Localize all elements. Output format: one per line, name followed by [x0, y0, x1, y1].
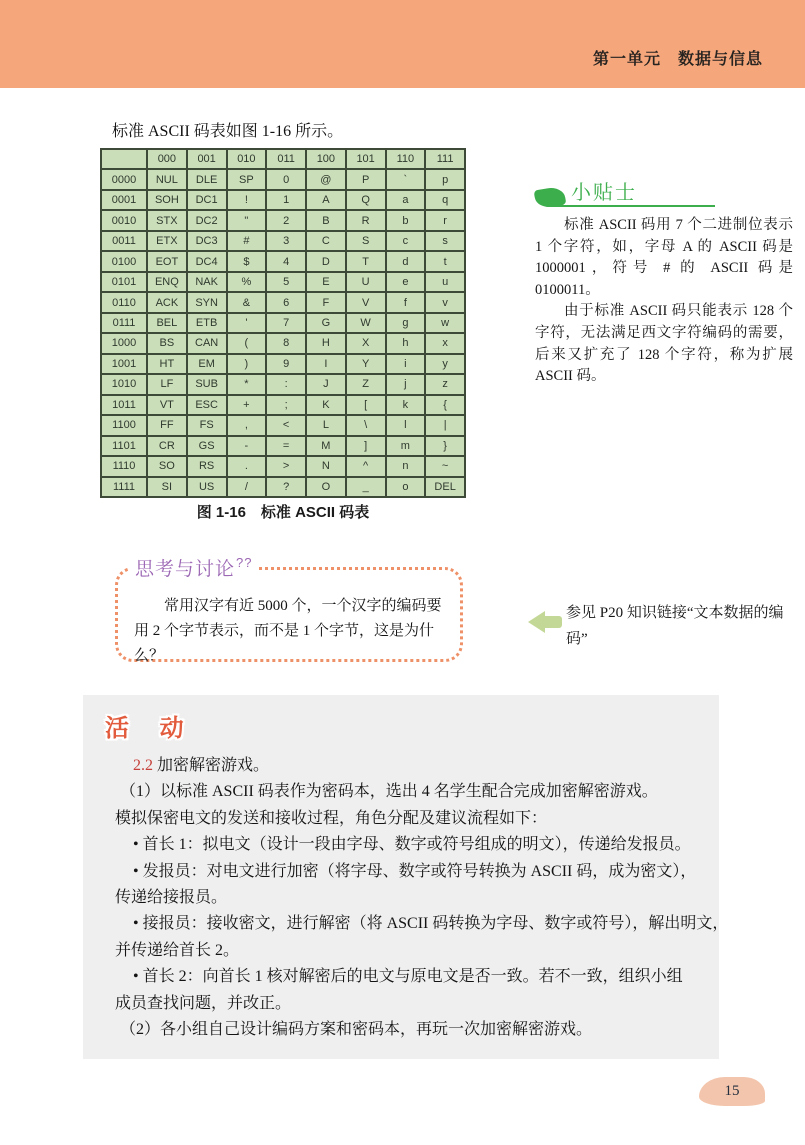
table-cell: 1001	[101, 354, 147, 374]
table-cell: 1110	[101, 456, 147, 476]
table-cell: *	[227, 374, 267, 394]
table-header-cell: 101	[346, 149, 386, 169]
table-row	[101, 190, 465, 210]
table-row	[101, 436, 465, 456]
table-cell: ETX	[147, 231, 187, 251]
table-cell: GS	[187, 436, 227, 456]
table-cell: LF	[147, 374, 187, 394]
table-cell: DEL	[425, 477, 465, 498]
table-cell: d	[386, 251, 426, 271]
table-cell: g	[386, 313, 426, 333]
table-cell: m	[386, 436, 426, 456]
activity-title: 活 动	[105, 715, 196, 742]
table-cell: SOH	[147, 190, 187, 210]
activity-line: （1）以标准 ASCII 码表作为密码本，选出 4 名学生配合完成加密解密游戏。	[120, 783, 658, 801]
activity-line: • 首长 2：向首长 1 核对解密后的电文与原电文是否一致。若不一致，组织小组	[133, 968, 683, 986]
table-cell: E	[306, 272, 346, 292]
table-cell: #	[227, 231, 267, 251]
unit-header: 第一单元 数据与信息	[592, 51, 763, 68]
table-cell: 9	[266, 354, 306, 374]
table-cell: SO	[147, 456, 187, 476]
activity-line: 2.2 加密解密游戏。	[133, 757, 270, 774]
table-cell: l	[386, 415, 426, 435]
activity-line: （2）各小组自己设计编码方案和密码本，再玩一次加密解密游戏。	[120, 1020, 593, 1038]
table-row	[101, 333, 465, 353]
table-cell: b	[386, 210, 426, 230]
table-cell: e	[386, 272, 426, 292]
table-cell: 0000	[101, 169, 147, 189]
table-header-cell: 000	[147, 149, 187, 169]
table-cell: =	[266, 436, 306, 456]
table-cell: h	[386, 333, 426, 353]
table-cell: P	[346, 169, 386, 189]
table-cell: &	[227, 292, 267, 312]
table-cell: M	[306, 436, 346, 456]
table-cell: D	[306, 251, 346, 271]
table-cell: f	[386, 292, 426, 312]
table-cell: 1100	[101, 415, 147, 435]
table-cell: Y	[346, 354, 386, 374]
table-cell: .	[227, 456, 267, 476]
table-cell: 1000	[101, 333, 147, 353]
figure-caption: 图 1-16 标准 ASCII 码表	[196, 504, 370, 521]
table-cell: 3	[266, 231, 306, 251]
question-marks-icon: ??	[236, 555, 253, 570]
table-row	[101, 292, 465, 312]
table-header-cell: 011	[266, 149, 306, 169]
table-cell: FS	[187, 415, 227, 435]
table-row	[101, 477, 465, 498]
table-cell: STX	[147, 210, 187, 230]
table-cell: 0	[266, 169, 306, 189]
table-header-cell: 010	[227, 149, 267, 169]
table-header-cell: 001	[187, 149, 227, 169]
header-band	[0, 0, 805, 88]
table-cell: A	[306, 190, 346, 210]
table-header-cell: 110	[386, 149, 426, 169]
activity-line: 模拟保密电文的发送和接收过程，角色分配及建议流程如下：	[115, 809, 548, 827]
table-cell: EOT	[147, 251, 187, 271]
table-cell: 1	[266, 190, 306, 210]
table-cell: z	[425, 374, 465, 394]
tips-body	[535, 215, 793, 388]
table-cell: B	[306, 210, 346, 230]
table-header-row	[101, 149, 465, 169]
table-cell: N	[306, 456, 346, 476]
table-cell: x	[425, 333, 465, 353]
table-cell: SYN	[187, 292, 227, 312]
tips-box	[535, 176, 793, 388]
activity-item-number: 2.2	[133, 757, 157, 774]
table-cell: 0110	[101, 292, 147, 312]
table-cell: DC1	[187, 190, 227, 210]
table-cell: HT	[147, 354, 187, 374]
table-cell: NAK	[187, 272, 227, 292]
table-cell: 5	[266, 272, 306, 292]
intro-text: 标准 ASCII 码表如图 1-16 所示。	[112, 123, 344, 140]
table-cell: $	[227, 251, 267, 271]
activity-line: • 发报员：对电文进行加密（将字母、数字或符号转换为 ASCII 码，成为密文），	[133, 862, 697, 880]
table-cell: "	[227, 210, 267, 230]
table-cell: ]	[346, 436, 386, 456]
tips-underline	[549, 205, 715, 207]
table-cell: C	[306, 231, 346, 251]
table-cell: y	[425, 354, 465, 374]
table-cell: W	[346, 313, 386, 333]
table-cell: >	[266, 456, 306, 476]
table-cell: u	[425, 272, 465, 292]
activity-body	[115, 753, 729, 1043]
table-cell: 0011	[101, 231, 147, 251]
discussion-title	[130, 554, 256, 581]
table-cell: ?	[266, 477, 306, 498]
discussion-title-text: 思考与讨论	[135, 559, 236, 580]
table-cell: US	[187, 477, 227, 498]
table-cell: \	[346, 415, 386, 435]
table-row	[101, 169, 465, 189]
arrow-left-icon	[528, 611, 564, 633]
table-cell: k	[386, 395, 426, 415]
table-cell: I	[306, 354, 346, 374]
page-number: 15	[724, 1083, 740, 1099]
table-cell: O	[306, 477, 346, 498]
table-cell: 0111	[101, 313, 147, 333]
table-cell: 0010	[101, 210, 147, 230]
table-cell: a	[386, 190, 426, 210]
table-cell: CR	[147, 436, 187, 456]
table-cell: V	[346, 292, 386, 312]
table-cell: c	[386, 231, 426, 251]
table-cell: BEL	[147, 313, 187, 333]
table-cell: (	[227, 333, 267, 353]
table-cell: {	[425, 395, 465, 415]
table-cell: 1010	[101, 374, 147, 394]
table-cell: p	[425, 169, 465, 189]
table-cell: `	[386, 169, 426, 189]
table-cell: ^	[346, 456, 386, 476]
table-cell: )	[227, 354, 267, 374]
activity-line: 成员查找问题，并改正。	[115, 994, 292, 1012]
table-cell: +	[227, 395, 267, 415]
table-cell: Q	[346, 190, 386, 210]
table-row	[101, 231, 465, 251]
table-cell: i	[386, 354, 426, 374]
table-cell: 2	[266, 210, 306, 230]
table-cell: T	[346, 251, 386, 271]
table-cell: FF	[147, 415, 187, 435]
table-cell: <	[266, 415, 306, 435]
table-cell: SI	[147, 477, 187, 498]
table-cell: DC3	[187, 231, 227, 251]
table-row	[101, 415, 465, 435]
table-row	[101, 395, 465, 415]
table-cell: EM	[187, 354, 227, 374]
table-cell: o	[386, 477, 426, 498]
table-cell: 8	[266, 333, 306, 353]
table-cell: n	[386, 456, 426, 476]
table-cell: r	[425, 210, 465, 230]
table-cell: 0101	[101, 272, 147, 292]
table-cell: S	[346, 231, 386, 251]
table-cell: 1111	[101, 477, 147, 498]
table-cell: 0100	[101, 251, 147, 271]
tips-paragraph: 由于标准 ASCII 码只能表示 128 个字符，无法满足西文字符编码的需要，后来又扩充了 128 个字符，称为扩展 ASCII 码。	[535, 303, 793, 385]
ascii-table-body	[101, 149, 465, 497]
arrow-tail	[543, 616, 562, 628]
activity-line: 传递给接报员。	[115, 888, 228, 906]
table-row	[101, 354, 465, 374]
table-cell: RS	[187, 456, 227, 476]
table-cell: _	[346, 477, 386, 498]
table-cell: t	[425, 251, 465, 271]
table-cell: SUB	[187, 374, 227, 394]
table-cell: ;	[266, 395, 306, 415]
discussion-box	[115, 555, 463, 664]
tips-paragraph: 标准 ASCII 码用 7 个二进制位表示 1 个字符，如，字母 A 的 ASCII 码是 1000001，符号 # 的 ASCII 码是 0100011。	[535, 217, 793, 298]
table-cell: G	[306, 313, 346, 333]
table-cell: CAN	[187, 333, 227, 353]
table-cell: K	[306, 395, 346, 415]
table-cell: :	[266, 374, 306, 394]
table-cell: L	[306, 415, 346, 435]
table-cell: @	[306, 169, 346, 189]
table-cell: ETB	[187, 313, 227, 333]
table-cell: 1011	[101, 395, 147, 415]
table-row	[101, 272, 465, 292]
table-cell: 7	[266, 313, 306, 333]
table-cell: !	[227, 190, 267, 210]
table-row	[101, 210, 465, 230]
table-cell: %	[227, 272, 267, 292]
tips-header	[535, 176, 793, 207]
table-cell: 6	[266, 292, 306, 312]
discussion-text: 常用汉字有近 5000 个，一个汉字的编码要用 2 个字节表示，而不是 1 个字节，这是为什么？	[134, 598, 442, 664]
table-cell: ACK	[147, 292, 187, 312]
table-cell: X	[346, 333, 386, 353]
table-cell: '	[227, 313, 267, 333]
reference-note	[528, 600, 794, 652]
table-cell: }	[425, 436, 465, 456]
table-cell: DLE	[187, 169, 227, 189]
table-cell: j	[386, 374, 426, 394]
table-cell: [	[346, 395, 386, 415]
table-cell: 0001	[101, 190, 147, 210]
table-cell: F	[306, 292, 346, 312]
table-cell: |	[425, 415, 465, 435]
table-cell: DC4	[187, 251, 227, 271]
table-cell: ESC	[187, 395, 227, 415]
table-cell: 4	[266, 251, 306, 271]
table-header-cell: 100	[306, 149, 346, 169]
table-row	[101, 313, 465, 333]
activity-line: 并传递给首长 2。	[115, 941, 240, 959]
table-row	[101, 374, 465, 394]
table-row	[101, 456, 465, 476]
table-cell: ,	[227, 415, 267, 435]
table-cell: R	[346, 210, 386, 230]
table-cell: H	[306, 333, 346, 353]
table-cell: /	[227, 477, 267, 498]
table-cell: w	[425, 313, 465, 333]
activity-line: • 首长 1：拟电文（设计一段由字母、数字或符号组成的明文），传递给发报员。	[133, 836, 691, 854]
page-number-badge	[699, 1077, 765, 1106]
table-row	[101, 251, 465, 271]
table-cell: NUL	[147, 169, 187, 189]
table-cell: VT	[147, 395, 187, 415]
table-cell: ~	[425, 456, 465, 476]
table-cell: v	[425, 292, 465, 312]
table-cell: q	[425, 190, 465, 210]
table-cell: BS	[147, 333, 187, 353]
table-cell: J	[306, 374, 346, 394]
table-cell: s	[425, 231, 465, 251]
table-header-cell	[101, 149, 147, 169]
table-cell: ENQ	[147, 272, 187, 292]
table-cell: 1101	[101, 436, 147, 456]
activity-line: • 接报员：接收密文，进行解密（将 ASCII 码转换为字母、数字或符号），解出明文，	[133, 915, 729, 933]
table-cell: U	[346, 272, 386, 292]
activity-panel	[83, 695, 729, 1059]
table-cell: Z	[346, 374, 386, 394]
table-cell: DC2	[187, 210, 227, 230]
ascii-table	[100, 148, 466, 498]
table-cell: -	[227, 436, 267, 456]
table-header-cell: 111	[425, 149, 465, 169]
tips-title: 小贴士	[571, 182, 637, 204]
reference-note-text: 参见 P20 知识链接“文本数据的编码”	[566, 605, 784, 647]
table-cell: SP	[227, 169, 267, 189]
